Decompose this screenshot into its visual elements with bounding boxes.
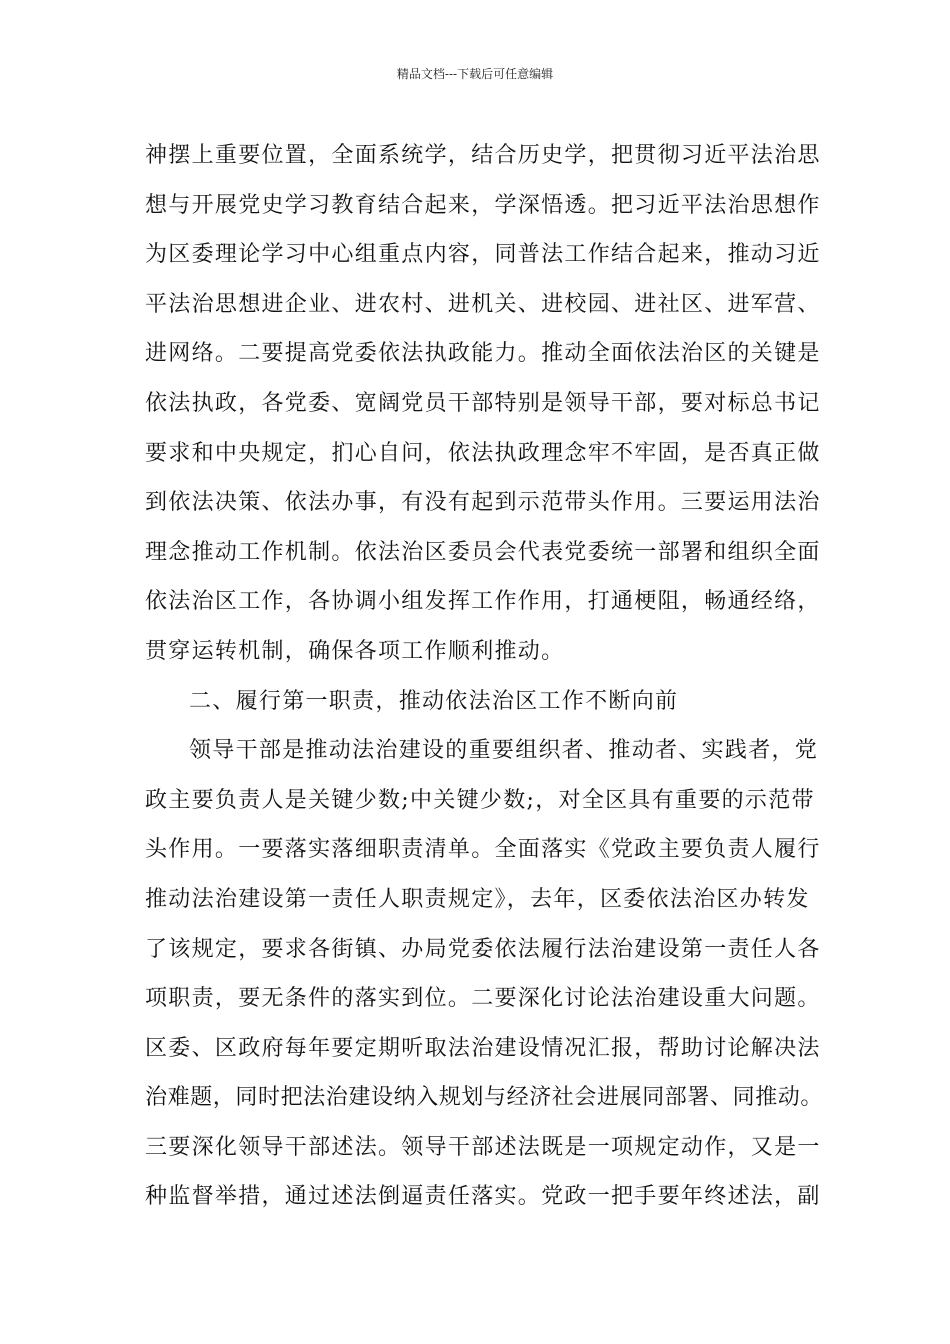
document-body: [145, 131, 835, 1222]
text-line: 要求和中央规定，扪心自问，依法执政理念牢不牢固，是否真正做: [145, 440, 821, 466]
text-line: 依法执政，各党委、宽阔党员干部特别是领导干部，要对标总书记: [145, 390, 821, 416]
text-line: 区委、区政府每年要定期听取法治建设情况汇报，帮助讨论解决法: [145, 1035, 821, 1061]
text-line: 进网络。二要提高党委依法执政能力。推动全面依法治区的关键是: [145, 341, 821, 367]
text-line: 头作用。一要落实落细职责清单。全面落实《党政主要负责人履行: [145, 837, 821, 863]
text-line: 为区委理论学习中心组重点内容，同普法工作结合起来，推动习近: [145, 242, 821, 268]
text-line: 领导干部是推动法治建设的重要组织者、推动者、实践者，党: [189, 738, 819, 764]
text-line: 了该规定，要求各街镇、办局党委依法履行法治建设第一责任人各: [145, 936, 821, 962]
text-line: 到依法决策、依法办事，有没有起到示范带头作用。三要运用法治: [145, 490, 821, 516]
text-line: 种监督举措，通过述法倒逼责任落实。党政一把手要年终述法，副: [145, 1184, 821, 1210]
text-line: 贯穿运转机制，确保各项工作顺利推动。: [145, 638, 565, 664]
text-line: 项职责，要无条件的落实到位。二要深化讨论法治建设重大问题。: [145, 986, 821, 1012]
text-line: 三要深化领导干部述法。领导干部述法既是一项规定动作，又是一: [145, 1134, 821, 1160]
section-heading: 二、履行第一职责，推动依法治区工作不断向前: [189, 688, 679, 714]
page-header: 精品文档---下载后可任意编辑: [396, 67, 554, 81]
text-line: 想与开展党史学习教育结合起来，学深悟透。把习近平法治思想作: [145, 192, 821, 218]
text-line: 平法治思想进企业、进农村、进机关、进校园、进社区、进军营、: [145, 291, 821, 317]
text-line: 神摆上重要位置，全面系统学，结合历史学，把贯彻习近平法治思: [145, 143, 821, 168]
text-line: 理念推动工作机制。依法治区委员会代表党委统一部署和组织全面: [145, 539, 821, 565]
text-line: 治难题，同时把法治建设纳入规划与经济社会进展同部署、同推动。: [145, 1085, 824, 1111]
text-line: 依法治区工作，各协调小组发挥工作作用，打通梗阻，畅通经络，: [145, 589, 821, 615]
text-line: 政主要负责人是关键少数;中关键少数;，对全区具有重要的示范带: [145, 787, 815, 813]
text-line: 推动法治建设第一责任人职责规定》，去年，区委依法治区办转发: [145, 886, 810, 912]
